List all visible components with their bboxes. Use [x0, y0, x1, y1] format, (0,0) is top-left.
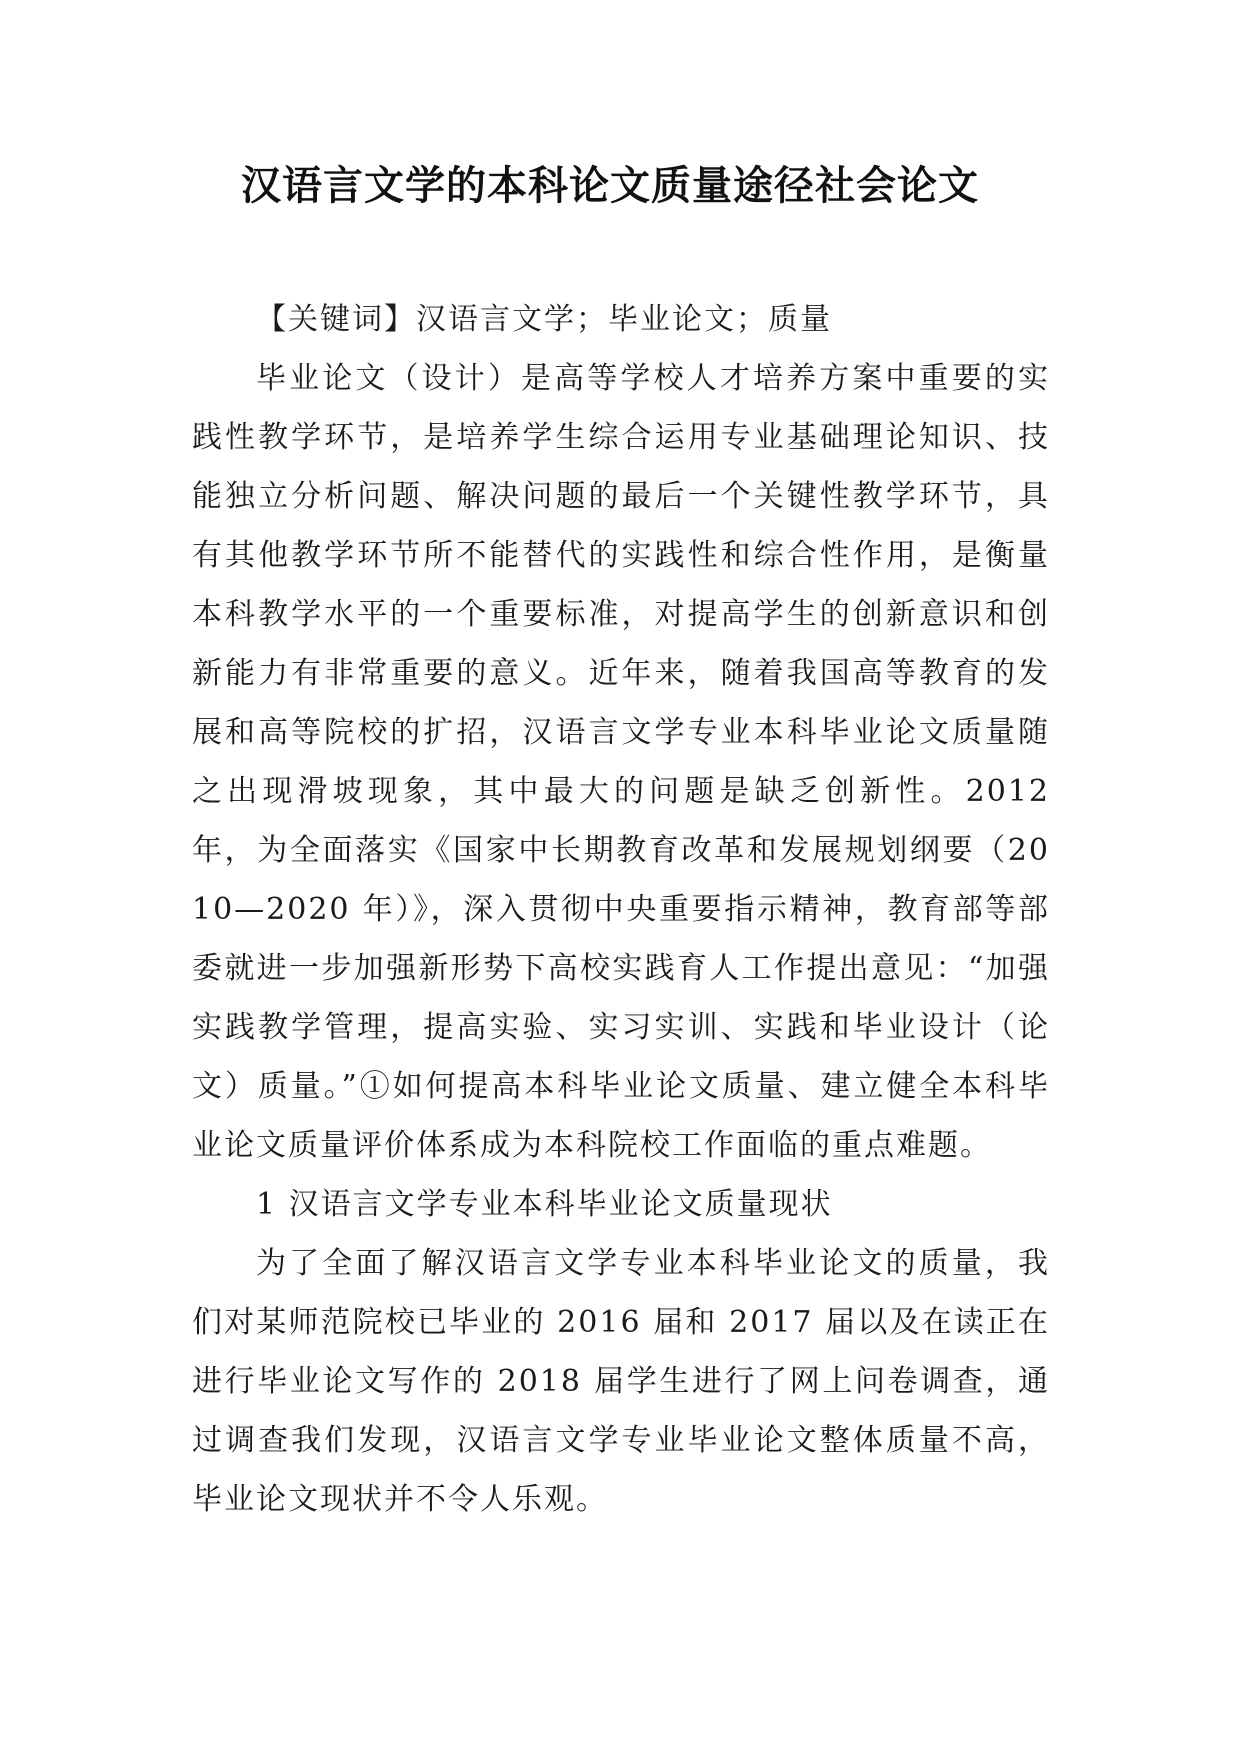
section-heading: 1 汉语言文学专业本科毕业论文质量现状	[256, 1187, 833, 1222]
keywords-value: 汉语言文学；毕业论文；质量	[416, 302, 832, 337]
document-title: 汉语言文学的本科论文质量途径社会论文	[241, 163, 979, 209]
document-body	[192, 290, 1050, 1529]
section-paragraph: 为了全面了解汉语言文学专业本科毕业论文的质量，我们对某师范院校已毕业的 2016 届和 2017 届以及在读正在进行毕业论文写作的 2018 届学生进行了网上问卷调查，通过调查我们发现，汉语言文学专业毕业论文整体质量不高，毕业论文现状并不令人乐观。	[192, 1246, 1050, 1517]
body-paragraph: 毕业论文（设计）是高等学校人才培养方案中重要的实践性教学环节，是培养学生综合运用专业基础理论知识、技能独立分析问题、解决问题的最后一个关键性教学环节，具有其他教学环节所不能替代的实践性和综合性作用，是衡量本科教学水平的一个重要标准，对提高学生的创新意识和创新能力有非常重要的意义。近年来，随着我国高等教育的发展和高等院校的扩招，汉语言文学专业本科毕业论文质量随之出现滑坡现象，其中最大的问题是缺乏创新性。2012 年，为全面落实《国家中长期教育改革和发展规划纲要（2010—2020 年）》，深入贯彻中央重要指示精神，教育部等部委就进一步加强新形势下高校实践育人工作提出意见：“加强实践教学管理，提高实验、实习实训、实践和毕业设计（论文）质量。”①如何提高本科毕业论文质量、建立健全本科毕业论文质量评价体系成为本科院校工作面临的重点难题。	[192, 361, 1050, 1163]
keywords-label: 【关键词】	[256, 302, 416, 337]
keywords-line	[192, 290, 1050, 349]
